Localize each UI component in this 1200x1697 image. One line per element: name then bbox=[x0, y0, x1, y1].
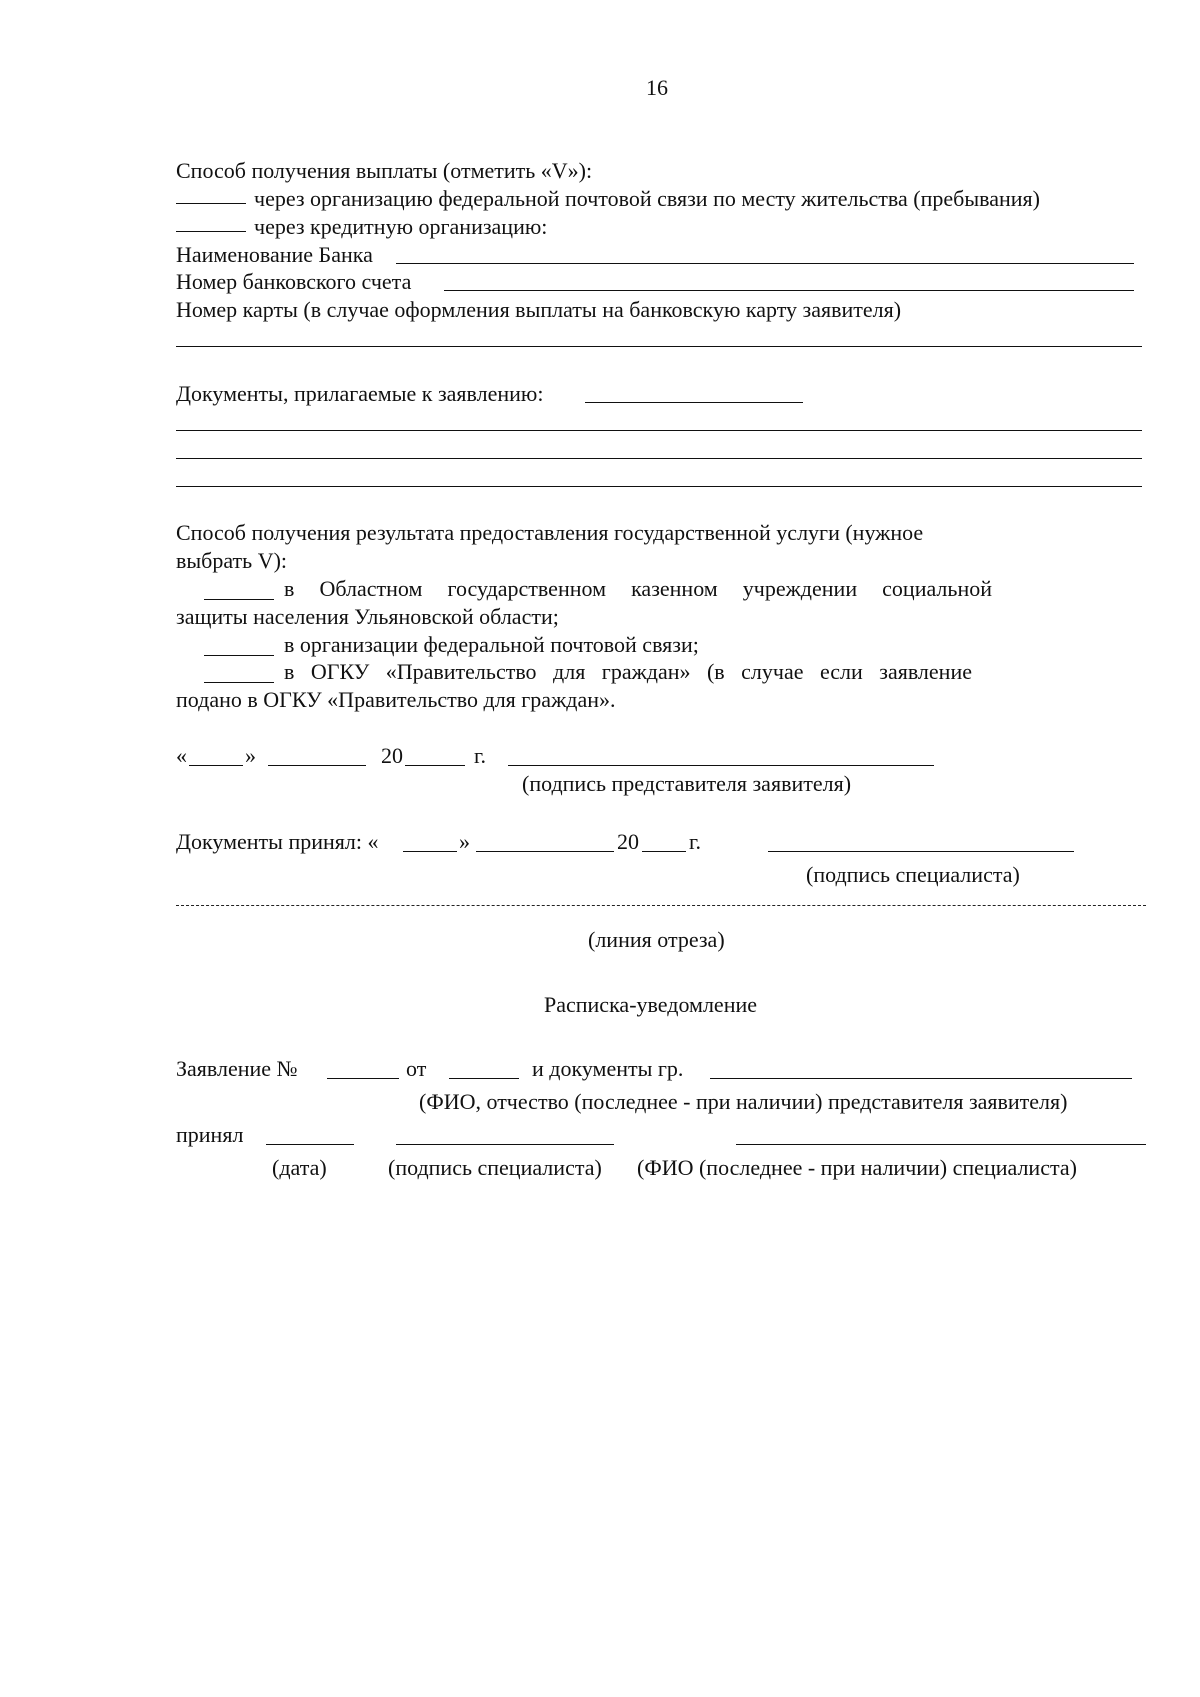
payment-heading: Способ получения выплаты (отметить «V»): bbox=[176, 158, 593, 183]
result-option-1-line-1: в Областном государственном казенном учреждении социальной bbox=[284, 576, 992, 601]
cut-line bbox=[176, 905, 1146, 906]
account-number-label: Номер банковского счета bbox=[176, 269, 412, 294]
statement-number-field[interactable] bbox=[327, 1078, 399, 1079]
date-day-field[interactable] bbox=[189, 765, 243, 766]
accepted-close-quote: » bbox=[459, 829, 470, 854]
date-caption: (дата) bbox=[272, 1155, 327, 1180]
payment-option-credit: через кредитную организацию: bbox=[254, 214, 548, 239]
statement-number-label: Заявление № bbox=[176, 1056, 298, 1081]
result-option-3-blank[interactable] bbox=[204, 682, 274, 683]
citizen-name-caption: (ФИО, отчество (последнее - при наличии) представителя заявителя) bbox=[419, 1089, 1068, 1114]
page-number: 16 bbox=[646, 75, 668, 100]
applicant-signature-caption: (подпись представителя заявителя) bbox=[522, 771, 852, 796]
result-option-1-line-2: защиты населения Ульяновской области; bbox=[176, 604, 559, 629]
result-heading-line-1: Способ получения результата предоставления государственной услуги (нужное bbox=[176, 520, 924, 545]
payment-post-checkbox-blank[interactable] bbox=[176, 203, 246, 204]
accepted-year-field[interactable] bbox=[642, 851, 686, 852]
cut-line-caption: (линия отреза) bbox=[588, 927, 725, 952]
applicant-signature-field[interactable] bbox=[508, 765, 934, 766]
result-heading-line-2: выбрать V): bbox=[176, 548, 288, 573]
statement-date-field[interactable] bbox=[449, 1078, 519, 1079]
date-year-prefix: 20 bbox=[381, 743, 403, 768]
bank-name-field[interactable] bbox=[396, 263, 1134, 264]
accepted-date-field[interactable] bbox=[266, 1144, 354, 1145]
card-number-field[interactable] bbox=[176, 346, 1142, 347]
accepted-year-prefix: 20 bbox=[617, 829, 639, 854]
documents-field-line-3[interactable] bbox=[176, 486, 1142, 487]
result-option-3-line-2: подано в ОГКУ «Правительство для граждан». bbox=[176, 687, 616, 712]
citizen-name-field[interactable] bbox=[710, 1078, 1132, 1079]
specialist-signature-caption: (подпись специалиста) bbox=[806, 862, 1020, 887]
sign-caption: (подпись специалиста) bbox=[388, 1155, 602, 1180]
accepted-label: Документы принял: « bbox=[176, 829, 379, 854]
date-year-suffix: г. bbox=[474, 743, 487, 768]
accepted-year-suffix: г. bbox=[689, 829, 702, 854]
result-option-3-line-1: в ОГКУ «Правительство для граждан» (в случае если заявление bbox=[284, 659, 972, 684]
payment-option-post: через организацию федеральной почтовой связи по месту жительства (пребывания) bbox=[254, 186, 1040, 211]
documents-field-line-1[interactable] bbox=[176, 430, 1142, 431]
date-close-quote: » bbox=[245, 743, 256, 768]
documents-of-citizen-label: и документы гр. bbox=[532, 1056, 684, 1081]
accepted-signature-field[interactable] bbox=[396, 1144, 614, 1145]
result-option-1-blank[interactable] bbox=[204, 599, 274, 600]
accepted-month-field[interactable] bbox=[476, 851, 614, 852]
statement-from-label: от bbox=[406, 1056, 427, 1081]
result-option-2: в организации федеральной почтовой связи; bbox=[284, 632, 699, 657]
documents-label: Документы, прилагаемые к заявлению: bbox=[176, 381, 544, 406]
specialist-name-caption: (ФИО (последнее - при наличии) специалиста) bbox=[637, 1155, 1077, 1180]
date-year-field[interactable] bbox=[405, 765, 465, 766]
bank-name-label: Наименование Банка bbox=[176, 242, 373, 267]
accepted-by-label: принял bbox=[176, 1122, 244, 1147]
accepted-specialist-name-field[interactable] bbox=[736, 1144, 1146, 1145]
result-option-2-blank[interactable] bbox=[204, 655, 274, 656]
specialist-signature-field[interactable] bbox=[768, 851, 1074, 852]
account-number-field[interactable] bbox=[444, 290, 1134, 291]
card-number-label: Номер карты (в случае оформления выплаты на банковскую карту заявителя) bbox=[176, 297, 902, 322]
date-month-field[interactable] bbox=[268, 765, 366, 766]
receipt-title: Расписка-уведомление bbox=[544, 992, 758, 1017]
documents-field-inline[interactable] bbox=[585, 402, 803, 403]
accepted-day-field[interactable] bbox=[403, 851, 457, 852]
documents-field-line-2[interactable] bbox=[176, 458, 1142, 459]
date-open-quote: « bbox=[176, 743, 187, 768]
payment-credit-checkbox-blank[interactable] bbox=[176, 231, 246, 232]
